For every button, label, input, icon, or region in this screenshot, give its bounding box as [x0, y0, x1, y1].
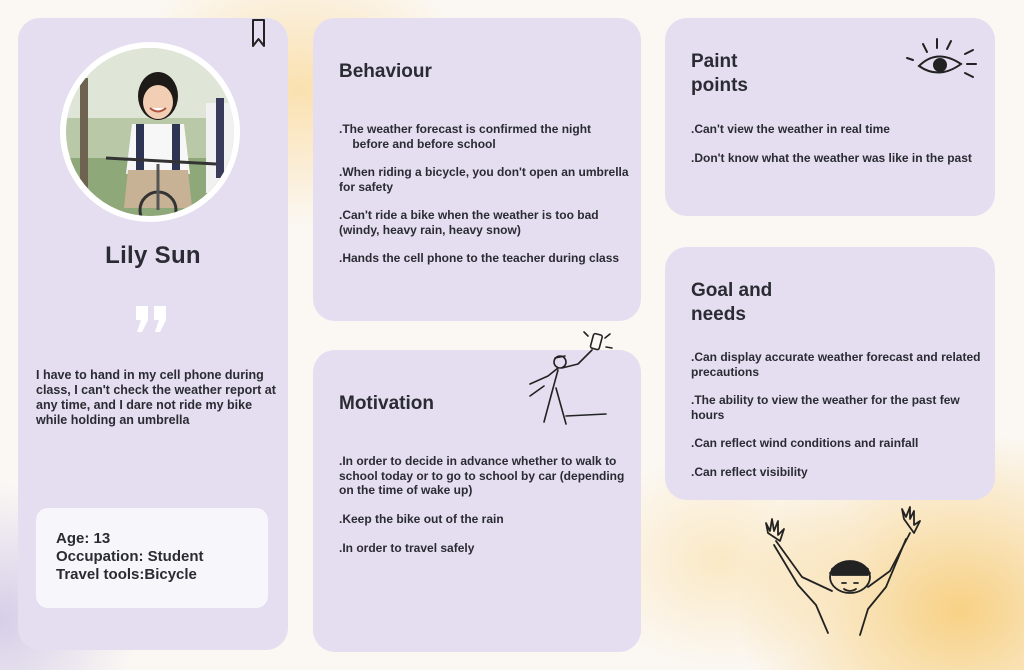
- profile-card: [18, 18, 288, 650]
- cheering-doodle-icon: [756, 505, 926, 640]
- selfie-doodle-icon: [522, 330, 614, 426]
- avatar: [66, 48, 234, 216]
- pain-points-title: Paint: [691, 51, 738, 72]
- persona-quote: I have to hand in my cell phone during class, I can't check the weather report at any time, and I dare not ride my bike while holding an umbrella: [36, 368, 276, 427]
- age-label: Age: 13: [56, 530, 111, 547]
- travel-tools-label: Travel tools:Bicycle: [56, 566, 197, 583]
- goals-card: [665, 247, 995, 500]
- pain-points-title: points: [691, 75, 748, 96]
- goals-item: .Can display accurate weather forecast and related precautions: [691, 350, 981, 379]
- behaviour-item: .When riding a bicycle, you don't open an umbrella for safety: [339, 165, 629, 194]
- quote-icon: [134, 304, 170, 334]
- goals-title: needs: [691, 304, 746, 325]
- goals-title: Goal and: [691, 280, 773, 301]
- occupation-label: Occupation: Student: [56, 548, 204, 565]
- persona-name: Lily Sun: [105, 242, 201, 269]
- pain-points-item: .Don't know what the weather was like in the past: [691, 151, 972, 165]
- goals-item: .The ability to view the weather for the past few hours: [691, 393, 960, 422]
- goals-item: .Can reflect wind conditions and rainfall: [691, 436, 919, 450]
- motivation-item: .In order to decide in advance whether to walk to school today or to go to school by car (depending on the time of wake up): [339, 454, 625, 497]
- eye-icon: [905, 36, 979, 84]
- motivation-item: .In order to travel safely: [339, 541, 475, 555]
- goals-item: .Can reflect visibility: [691, 465, 808, 479]
- behaviour-card: [313, 18, 641, 321]
- info-box: [36, 508, 268, 608]
- pain-points-card: [665, 18, 995, 216]
- behaviour-item: .Can't ride a bike when the weather is too bad (windy, heavy rain, heavy snow): [339, 208, 599, 237]
- motivation-title: Motivation: [339, 393, 434, 414]
- behaviour-title: Behaviour: [339, 61, 432, 82]
- behaviour-item: .Hands the cell phone to the teacher during class: [339, 251, 620, 265]
- motivation-item: .Keep the bike out of the rain: [339, 512, 504, 526]
- pain-points-item: .Can't view the weather in real time: [691, 122, 890, 136]
- bookmark-icon: [250, 18, 268, 50]
- behaviour-item: .The weather forecast is confirmed the night before and before school: [339, 122, 592, 151]
